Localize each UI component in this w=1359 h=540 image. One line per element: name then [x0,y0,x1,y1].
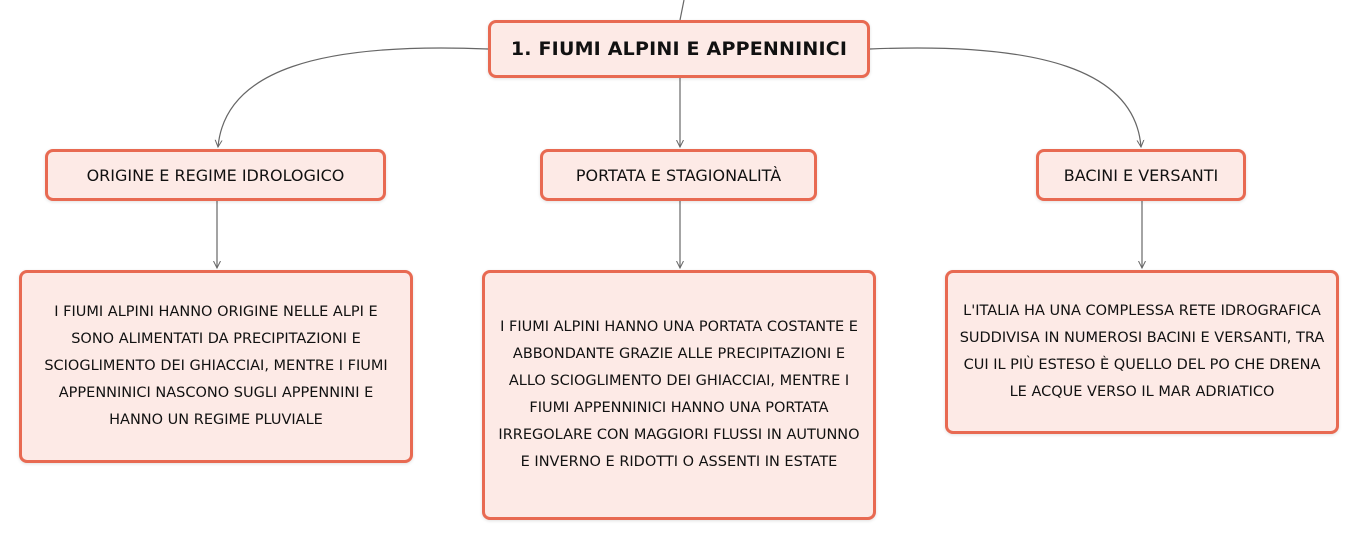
detail-node-origine[interactable] [19,270,413,463]
connector-root-to-topic-3 [870,48,1141,147]
detail-node-portata[interactable] [482,270,876,520]
detail-node-bacini[interactable] [945,270,1339,434]
detail-text: I FIUMI ALPINI HANNO UNA PORTATA COSTANTE E ABBONDANTE GRAZIE ALLE PRECIPITAZIONI E ALLO SCIOGLIMENTO DEI GHIACCIAI, MENTRE I FIUMI APPENNINICI HANNO UNA PORTATA IRREGOLARE CON MAGGIORI FLUSSI IN AUTUNNO E INVERNO E RIDOTTI O ASSENTI IN ESTATE [498,319,860,470]
topic-node-portata[interactable] [540,149,817,201]
topic-node-origine[interactable] [45,149,386,201]
root-node[interactable] [488,20,870,78]
detail-text: I FIUMI ALPINI HANNO ORIGINE NELLE ALPI E SONO ALIMENTATI DA PRECIPITAZIONI E SCIOGLIMENTO DEI GHIACCIAI, MENTRE I FIUMI APPENNINICI NASCONO SUGLI APPENNINI E HANNO UN REGIME PLUVIALE [44,304,388,428]
topic-label: BACINI E VERSANTI [1063,165,1219,185]
topic-node-bacini[interactable] [1036,149,1246,201]
root-label: 1. FIUMI ALPINI E APPENNINICI [510,38,848,60]
incoming-connector [680,0,684,20]
detail-text: L'ITALIA HA UNA COMPLESSA RETE IDROGRAFICA SUDDIVISA IN NUMEROSI BACINI E VERSANTI, TRA CUI IL PIÙ ESTESO È QUELLO DEL PO CHE DRENA LE ACQUE VERSO IL MAR ADRIATICO [959,303,1325,400]
topic-label: ORIGINE E REGIME IDROLOGICO [86,165,345,185]
topic-label: PORTATA E STAGIONALITÀ [575,165,782,185]
connector-root-to-topic-1 [218,48,488,147]
